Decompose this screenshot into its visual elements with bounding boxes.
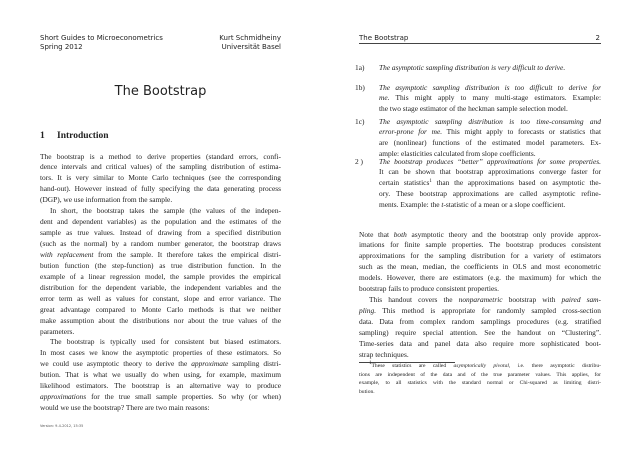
text-line xyxy=(359,295,601,306)
text-segment: error term as well as values for constant, slope and error variance. The xyxy=(40,293,281,303)
text-segment: certain statistics xyxy=(379,178,430,188)
text-line xyxy=(40,283,281,294)
text-segment: models. However, there are estimators (e.g. the maximum) for which the xyxy=(359,273,601,283)
version-stamp: Version: 9-4-2012, 15:35 xyxy=(40,424,84,428)
text-segment: ory. These bootstrap approximations are called asymptotic refine- xyxy=(379,189,601,199)
text-segment: parameters. xyxy=(40,326,75,336)
text-segment: imations for finite sample properties. The bootstrap produces consistent xyxy=(359,240,601,250)
running-header-right xyxy=(219,34,281,52)
paragraph xyxy=(40,206,281,337)
italic-text: pling. xyxy=(359,306,377,316)
text-line xyxy=(379,104,601,115)
text-line xyxy=(40,370,281,381)
text-segment: approximations for the sampling distribution for a variety of estimators xyxy=(359,251,601,261)
text-line xyxy=(40,239,281,250)
text-line xyxy=(359,273,601,284)
text-line xyxy=(359,284,601,295)
text-segment: example of a linear regression model, the sample provides the empirical xyxy=(40,271,281,281)
text-segment: great advantage compared to Monte Carlo methods is that we neither xyxy=(40,304,281,314)
section-heading xyxy=(40,131,109,141)
text-segment: for the true small sample properties. So why (or when) xyxy=(86,392,281,402)
text-line xyxy=(379,93,601,104)
italic-text: The asymptotic sampling distribution is too time-consuming and xyxy=(379,116,601,126)
text-line xyxy=(359,339,601,350)
text-segment: This might apply to many multi-stage estimators. Example: xyxy=(389,93,601,103)
reason-item xyxy=(379,157,601,212)
italic-text: me. xyxy=(379,93,390,103)
document-title: The Bootstrap xyxy=(114,84,207,99)
text-line xyxy=(359,350,601,361)
text-segment: ample: elasticities calculated from slope coefficients. xyxy=(379,149,536,159)
text-segment: Time-series data and panel data also require more sophisticated boot- xyxy=(359,338,601,348)
italic-text: error-prone for me. xyxy=(379,127,443,137)
text-line xyxy=(40,316,281,327)
text-segment: Note that xyxy=(359,229,394,239)
text-line xyxy=(40,348,281,359)
text-segment: data. Data from complex random samplings procedures (e.g. stratified xyxy=(359,317,601,326)
text-segment: sampling distri- xyxy=(228,359,281,369)
text-segment: bootstrap fails to produce consistent properties. xyxy=(359,284,499,294)
running-header-left xyxy=(40,34,163,52)
right-body xyxy=(359,230,601,361)
course-name: Short Guides to Microeconometrics xyxy=(40,34,163,42)
italic-text: paired sam- xyxy=(561,295,601,305)
text-line xyxy=(379,157,601,168)
text-segment: strap techniques. xyxy=(359,349,409,359)
text-line xyxy=(40,359,281,370)
text-segment: than the approximations based on asymptotic the- xyxy=(431,178,601,188)
text-line xyxy=(40,392,281,403)
text-line xyxy=(359,317,601,328)
text-line xyxy=(379,117,601,128)
text-segment: distribution for the dependent variable, the independent variables and the xyxy=(40,282,281,292)
italic-text: approximate xyxy=(191,359,229,369)
text-line xyxy=(40,403,281,414)
paragraph xyxy=(359,230,601,296)
reason-item xyxy=(379,83,601,116)
text-segment: (such as the normal) by a random number generator, the bootstrap draws xyxy=(40,239,281,248)
text-segment: sampling) require special attention. See the handout on “Clustering”. xyxy=(359,327,601,337)
page-number: 2 xyxy=(595,34,600,42)
running-header-title: The Bootstrap xyxy=(359,34,409,42)
text-segment: tors. It is very similar to Monte Carlo techniques (see the corresponding xyxy=(40,173,281,183)
text-line xyxy=(40,217,281,228)
text-segment: bution function (the step-function) as true distribution function. In the xyxy=(40,260,281,270)
text-segment: asymptotic theory and the bootstrap only provide approx- xyxy=(406,229,601,239)
text-segment: bution. That is what we usually do when using, for example, maximum xyxy=(40,370,281,380)
text-line xyxy=(40,272,281,283)
text-line xyxy=(359,362,601,371)
text-line xyxy=(379,63,601,74)
text-segment: hand-out). However instead of fully specifying the data generating process xyxy=(40,184,281,194)
italic-text: asymptotically pivotal xyxy=(453,363,509,369)
footnote-marker: 1 xyxy=(369,361,372,366)
text-line xyxy=(40,261,281,272)
text-segment: It can be shown that bootstrap approximations converge faster for xyxy=(379,167,601,177)
text-line xyxy=(40,250,281,261)
text-line xyxy=(359,379,601,388)
text-line xyxy=(379,138,601,149)
text-line xyxy=(359,230,601,241)
italic-text: The bootstrap produces “better” approximations for some properties. xyxy=(379,156,601,166)
text-segment: dence intervals and critical values) of the sampling distribution of estima- xyxy=(40,162,281,172)
text-segment: The bootstrap is typically used for consistent but biased estimators. xyxy=(50,337,281,347)
text-segment: make assumption about the distributions nor about the true values of the xyxy=(40,315,281,325)
text-segment: example, to all statistics with the standard normal or Chi-squared as limiting distri- xyxy=(359,380,601,387)
text-line xyxy=(40,152,281,163)
text-segment: tions are independent of the data and of the true parameter values. This applies, for xyxy=(359,371,601,378)
text-segment: such as the mean, median, the coefficients in OLS and most econometric xyxy=(359,262,601,272)
italic-text: with replacement xyxy=(40,249,94,259)
text-segment: In short, the bootstrap takes the sample (the values of the indepen- xyxy=(50,206,281,216)
text-line xyxy=(40,294,281,305)
text-line xyxy=(379,189,601,200)
reason-item xyxy=(379,63,601,74)
paragraph xyxy=(359,295,601,361)
text-segment: , i.e. there asymptotic distribu- xyxy=(508,363,601,369)
text-line xyxy=(40,162,281,173)
reason-item xyxy=(379,117,601,161)
text-segment: we could use asymptotic theory to derive the xyxy=(40,359,192,369)
text-line xyxy=(40,327,281,338)
text-line xyxy=(40,228,281,239)
text-line xyxy=(359,251,601,262)
text-segment: -statistic of a mean or a slope coefficient. xyxy=(443,200,566,210)
italic-text: nonparametric xyxy=(458,295,503,305)
text-line xyxy=(359,388,601,397)
italic-text: approximations xyxy=(40,392,87,402)
text-segment: likelihood estimators. The bootstrap is an alternative way to produce xyxy=(40,381,281,391)
institution: Universität Basel xyxy=(221,43,281,51)
text-segment: bootstrap with xyxy=(502,295,562,305)
footnote xyxy=(359,362,601,396)
text-segment: These statistics are called xyxy=(371,363,454,369)
text-line xyxy=(40,184,281,195)
text-line xyxy=(379,178,601,189)
text-line xyxy=(40,206,281,217)
text-segment: from the sample. It therefore takes the empirical distri- xyxy=(93,249,281,259)
text-line xyxy=(40,337,281,348)
italic-text: The asymptotic sampling distribution is very difficult to derive. xyxy=(379,62,566,72)
text-segment: In most cases we know the asymptotic properties of these estimators. So xyxy=(40,348,281,358)
text-line xyxy=(379,83,601,94)
text-segment: are (nonlinear) functions of the estimated model parameters. Ex- xyxy=(379,138,601,148)
text-segment: sample as true values. Instead of drawing from a specified distribution xyxy=(40,228,281,238)
term: Spring 2012 xyxy=(40,43,83,51)
text-segment: This might apply to forecasts or statistics that xyxy=(442,127,601,137)
text-line xyxy=(359,306,601,317)
item-label: 1c) xyxy=(355,116,365,126)
text-line xyxy=(40,173,281,184)
text-line xyxy=(359,371,601,380)
text-segment: This handout covers the xyxy=(369,295,459,305)
text-line xyxy=(40,195,281,206)
intro-body xyxy=(40,152,281,415)
text-line xyxy=(379,127,601,138)
paragraph xyxy=(40,152,281,207)
text-line xyxy=(379,200,601,211)
text-segment: the two stage estimator of the heckman sample selection model. xyxy=(379,104,568,114)
section-number: 1 xyxy=(40,131,45,141)
paragraph xyxy=(40,337,281,414)
text-segment: ments. Example: the xyxy=(379,200,442,210)
italic-text: The asymptotic sampling distribution is too difficult to derive for xyxy=(379,82,601,92)
text-segment: This method is appropriate for randomly sampled cross-section xyxy=(376,306,601,316)
author: Kurt Schmidheiny xyxy=(219,34,281,42)
italic-text: t xyxy=(441,200,444,210)
item-label: 1b) xyxy=(355,82,365,92)
text-segment: bution. xyxy=(359,388,375,395)
text-segment: dent and dependent variables) as the population and the estimates of the xyxy=(40,217,281,227)
footnote-marker: 1 xyxy=(429,179,432,185)
item-label: 2 ) xyxy=(355,156,364,166)
text-segment: The bootstrap is a method to derive properties (standard errors, confi- xyxy=(40,151,281,161)
text-line xyxy=(40,381,281,392)
section-title: Introduction xyxy=(57,131,109,141)
header-rule xyxy=(359,43,601,44)
text-segment: would we use the bootstrap? There are two main reasons: xyxy=(40,403,210,413)
text-line xyxy=(359,262,601,273)
italic-text: both xyxy=(393,229,407,239)
text-line xyxy=(379,167,601,178)
text-segment: (DGP), we use information from the sample. xyxy=(40,195,173,205)
text-line xyxy=(359,328,601,339)
text-line xyxy=(359,240,601,251)
text-line xyxy=(40,305,281,316)
item-label: 1a) xyxy=(355,62,365,72)
